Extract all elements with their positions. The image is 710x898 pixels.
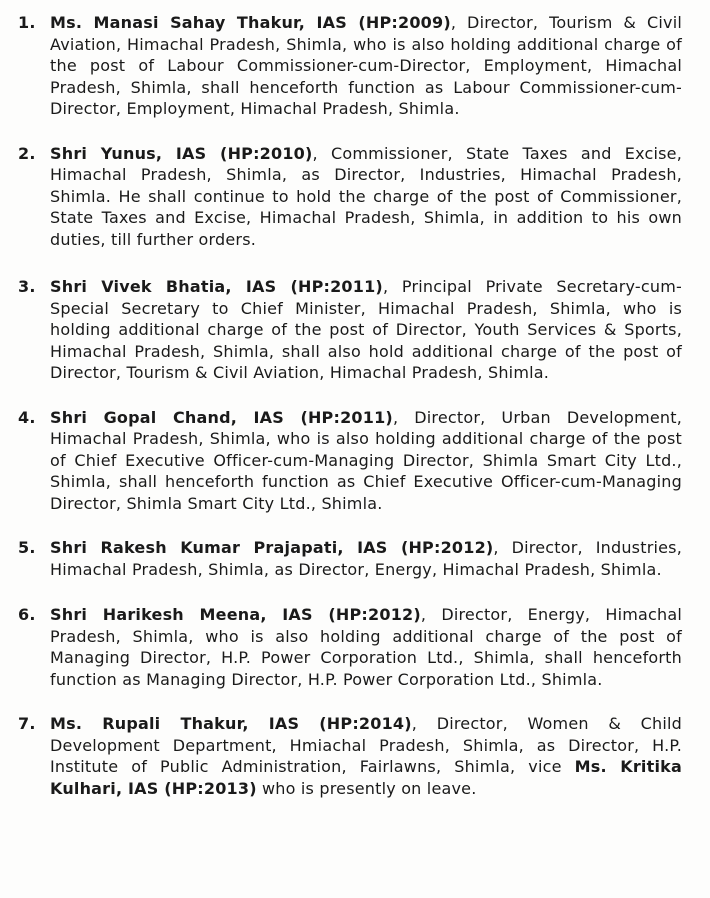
order-item-1 <box>18 12 682 120</box>
vice-officer-name: Ms. Kritika Kulhari, IAS (HP:2013) <box>50 757 682 798</box>
orders-list <box>18 12 682 821</box>
order-text: , Director, Industries, Himachal Pradesh, Shimla, as Director, Energy, Himachal Pradesh, Shimla. <box>50 538 682 579</box>
order-item-4 <box>18 407 682 515</box>
officer-name: Shri Yunus, IAS (HP:2010) <box>50 143 313 163</box>
officer-name: Shri Rakesh Kumar Prajapati, IAS (HP:2012) <box>50 538 494 557</box>
order-item-5 <box>18 537 682 580</box>
order-number: 7. <box>18 714 36 733</box>
order-text-after: who is presently on leave. <box>256 778 477 798</box>
order-item-7 <box>18 713 682 799</box>
order-item-3 <box>18 276 682 384</box>
officer-name: Shri Gopal Chand, IAS (HP:2011) <box>50 407 393 427</box>
order-text: , Commissioner, State Taxes and Excise, Himachal Pradesh, Shimla, as Director, Industries, Himachal Pradesh, Shimla. He shall continue to hold the charge of the post of Commissioner, State Taxes and Excise, Himachal Pradesh, Shimla, in addition to his own duties, till further orders. <box>50 143 682 249</box>
order-text: , Director, Women & Child Development Department, Hmiachal Pradesh, Shimla, as Director, H.P. Institute of Public Administration, Fairlawns, Shimla, vice <box>50 714 682 776</box>
order-item-2 <box>18 143 682 251</box>
order-number: 4. <box>18 407 36 427</box>
order-number: 6. <box>18 605 36 624</box>
order-number: 5. <box>18 538 36 557</box>
officer-name: Ms. Rupali Thakur, IAS (HP:2014) <box>50 714 412 733</box>
order-text: , Director, Energy, Himachal Pradesh, Shimla, who is also holding additional charge of the post of Managing Director, H.P. Power Corporation Ltd., Shimla, shall henceforth function as Managing Director, H.P. Power Corporation Ltd., Shimla. <box>50 605 682 689</box>
order-text: , Principal Private Secretary-cum-Special Secretary to Chief Minister, Himachal Pradesh, Shimla, who is holding additional charge of the post of Director, Youth Services & Sports, Himachal Pradesh, Shimla, shall also hold additional charge of the post of Director, Tourism & Civil Aviation, Himachal Pradesh, Shimla. <box>50 277 682 382</box>
officer-name: Shri Vivek Bhatia, IAS (HP:2011) <box>50 277 383 296</box>
officer-name: Ms. Manasi Sahay Thakur, IAS (HP:2009) <box>50 13 451 32</box>
order-item-6 <box>18 604 682 690</box>
order-number: 1. <box>18 13 36 32</box>
officer-name: Shri Harikesh Meena, IAS (HP:2012) <box>50 605 421 624</box>
order-number: 2. <box>18 143 36 163</box>
order-number: 3. <box>18 277 36 296</box>
order-text: , Director, Tourism & Civil Aviation, Himachal Pradesh, Shimla, who is also holding additional charge of the post of Labour Commissioner-cum-Director, Employment, Himachal Pradesh, Shimla, shall henceforth function as Labour Commissioner-cum-Director, Employment, Himachal Pradesh, Shimla. <box>50 13 682 118</box>
order-text: , Director, Urban Development, Himachal Pradesh, Shimla, who is also holding additional charge of the post of Chief Executive Officer-cum-Managing Director, Shimla Smart City Ltd., Shimla, shall henceforth function as Chief Executive Officer-cum-Managing Director, Shimla Smart City Ltd., Shimla. <box>50 407 683 513</box>
